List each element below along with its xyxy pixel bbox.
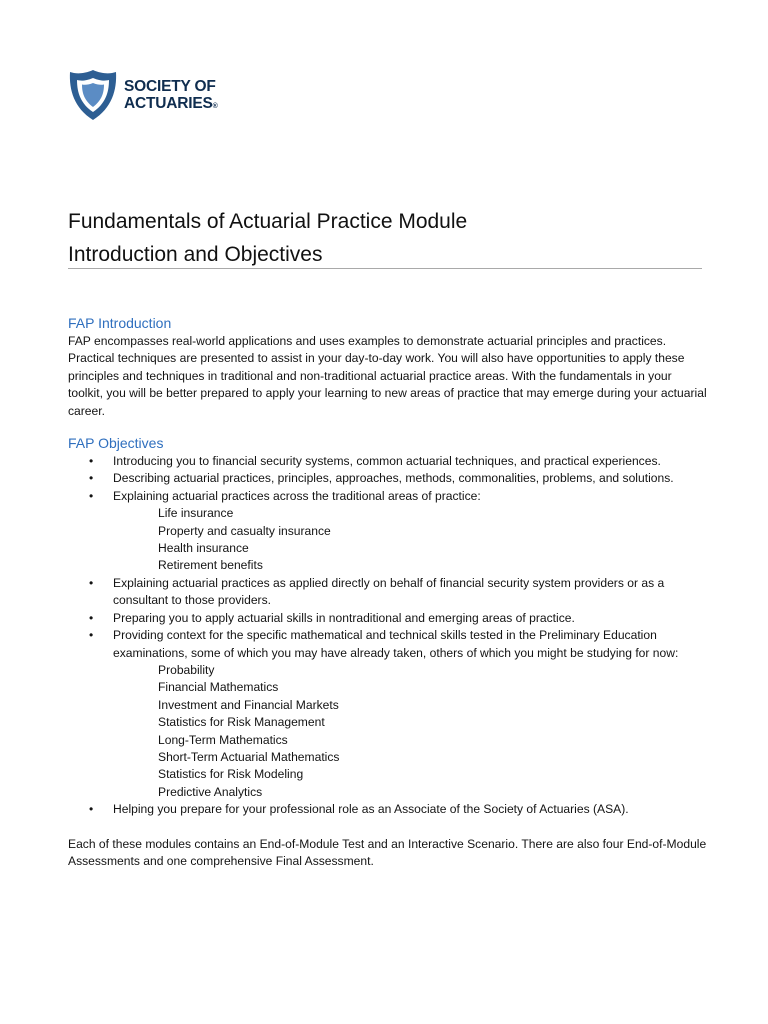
objective-subitem: Investment and Financial Markets bbox=[158, 697, 339, 712]
objective-text: Explaining actuarial practices across the traditional areas of practice: bbox=[113, 488, 481, 503]
objective-subitem: Statistics for Risk Management bbox=[158, 715, 325, 730]
objective-subitem: Predictive Analytics bbox=[158, 784, 263, 799]
intro-paragraph: FAP encompasses real-world applications and uses examples to demonstrate actuarial principles and practices. Practical techniques are presented to assist in your day-to-day work. You will also have opportunities to apply these principles and techniques in traditional and non-traditional actuarial practice areas. With the fundamentals in your toolkit, you will be better prepared to apply your learning to new areas of practice that may emerge during your actuarial career. bbox=[68, 334, 707, 418]
bullet-dot: • bbox=[89, 454, 94, 469]
logo-line-1: SOCIETY OF bbox=[124, 78, 216, 95]
closing-paragraph: Each of these modules contains an End-of-Module Test and an Interactive Scenario. There are also four End-of-Module Assessments and one comprehensive Final Assessment. bbox=[68, 836, 707, 868]
objective-item bbox=[68, 453, 708, 470]
objective-subitem: Financial Mathematics bbox=[158, 680, 279, 695]
objective-text: Helping you prepare for your professional role as an Associate of the Society of Actuaries (ASA). bbox=[113, 802, 629, 817]
logo-wordmark bbox=[124, 78, 218, 115]
objective-item bbox=[68, 575, 708, 610]
bullet-dot: • bbox=[89, 471, 94, 486]
bullet-dot: • bbox=[89, 802, 94, 817]
objective-subitem: Probability bbox=[158, 662, 215, 677]
objectives-list bbox=[68, 453, 708, 819]
objective-text: Preparing you to apply actuarial skills in nontraditional and emerging areas of practice. bbox=[113, 610, 575, 625]
objective-sublist bbox=[113, 662, 708, 801]
objective-item bbox=[68, 488, 708, 575]
objective-item bbox=[68, 801, 708, 818]
objective-subitem: Statistics for Risk Modeling bbox=[158, 767, 304, 782]
registered-mark: ® bbox=[212, 103, 218, 110]
bullet-dot: • bbox=[89, 488, 94, 503]
objective-subitem: Retirement benefits bbox=[158, 558, 263, 573]
objective-item bbox=[68, 627, 708, 801]
objective-text: Introducing you to financial security systems, common actuarial techniques, and practical experiences. bbox=[113, 454, 661, 469]
bullet-dot: • bbox=[89, 610, 94, 625]
objectives-heading: FAP Objectives bbox=[68, 435, 164, 452]
objective-subitem: Life insurance bbox=[158, 506, 234, 521]
title-line-2: Introduction and Objectives bbox=[68, 243, 323, 266]
objective-item bbox=[68, 610, 708, 627]
intro-heading: FAP Introduction bbox=[68, 315, 172, 331]
objective-subitem: Property and casualty insurance bbox=[158, 523, 331, 538]
objective-sublist bbox=[113, 505, 708, 575]
logo-line-2: ACTUARIES bbox=[124, 95, 213, 112]
objective-text: Explaining actuarial practices as applied directly on behalf of financial security system providers or as a consultant to those providers. bbox=[113, 575, 665, 608]
title-line-1: Fundamentals of Actuarial Practice Module bbox=[68, 210, 468, 233]
objective-item bbox=[68, 470, 708, 487]
soa-logo bbox=[68, 68, 228, 122]
bullet-dot: • bbox=[89, 575, 94, 590]
page-title bbox=[68, 205, 708, 271]
objective-subitem: Short-Term Actuarial Mathematics bbox=[158, 749, 340, 764]
objective-subitem: Health insurance bbox=[158, 541, 249, 556]
objective-text: Providing context for the specific mathematical and technical skills tested in the Preliminary Education examinations, some of which you may have already taken, others of which you might be studying for now: bbox=[113, 628, 679, 660]
bullet-dot: • bbox=[89, 628, 94, 643]
objective-subitem: Long-Term Mathematics bbox=[158, 732, 288, 747]
document-body bbox=[68, 313, 708, 870]
objective-text: Describing actuarial practices, principles, approaches, methods, commonalities, problems, and solutions. bbox=[113, 471, 674, 486]
shield-icon bbox=[68, 68, 118, 122]
title-divider bbox=[68, 268, 702, 269]
